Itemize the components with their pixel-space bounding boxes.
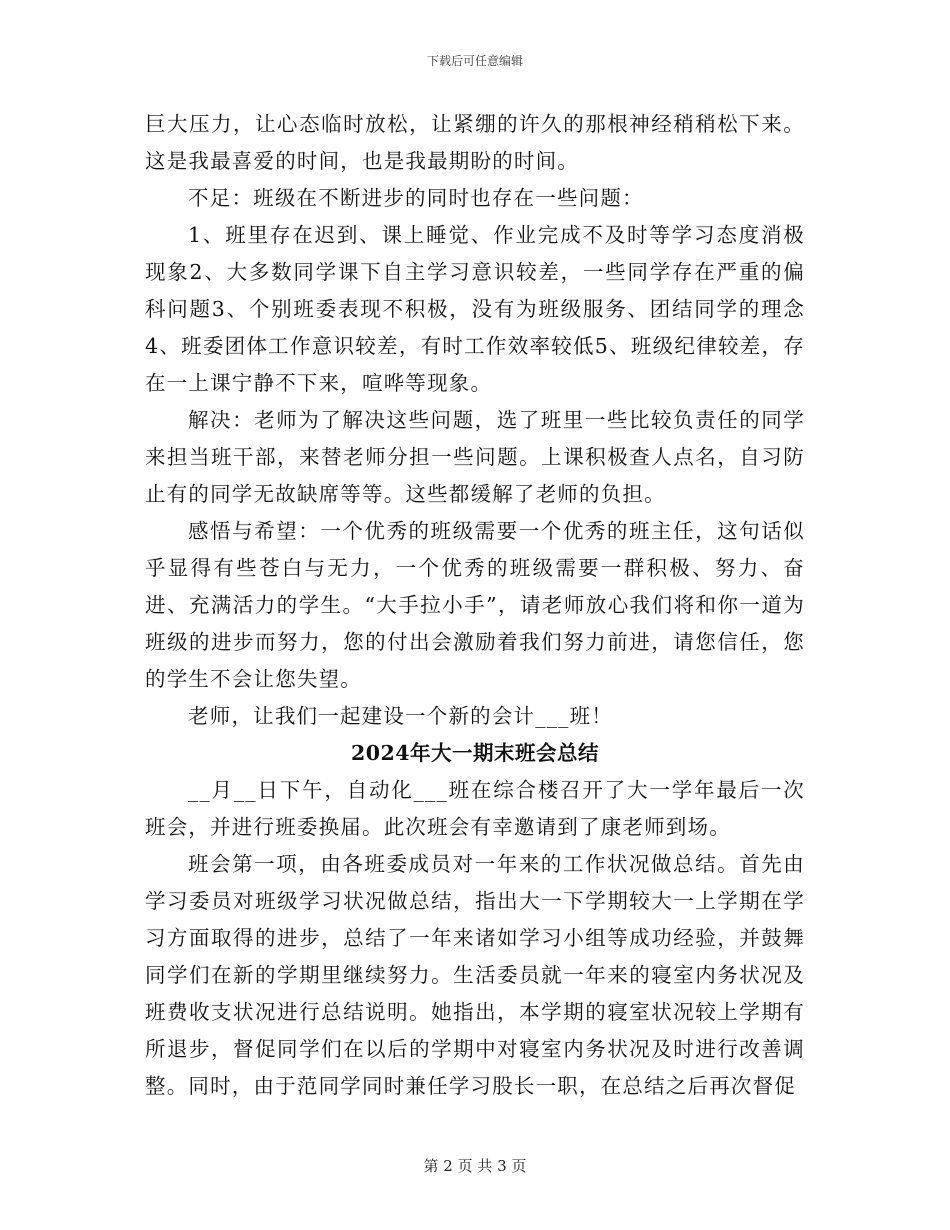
document-body xyxy=(145,106,805,1105)
paragraph-continuation: 巨大压力，让心态临时放松，让紧绷的许久的那根神经稍稍松下来。这是我最喜爱的时间，也是我最期盼的时间。 xyxy=(145,112,805,173)
paragraph-meeting-summary: 班会第一项，由各班委成员对一年来的工作状况做总结。首先由学习委员对班级学习状况做总结，指出大一下学期较大一上学期在学习方面取得的进步，总结了一年来诸如学习小组等成功经验，并鼓舞同学们在新的学期里继续努力。生活委员就一年来的寝室内务状况及班费收支状况进行总结说明。她指出，本学期的寝室状况较上学期有所退步，督促同学们在以后的学期中对寝室内务状况及时进行改善调整。同时，由于范同学同时兼任学习股长一职，在总结之后再次督促 xyxy=(145,852,805,1098)
paragraph-reflection: 感悟与希望：一个优秀的班级需要一个优秀的班主任，这句话似乎显得有些苍白与无力，一个优秀的班级需要一群积极、努力、奋进、充满活力的学生。“大手拉小手”，请老师放心我们将和你一道为班级的进步而努力，您的付出会激励着我们努力前进，请您信任，您的学生不会让您失望。 xyxy=(145,519,805,691)
paragraph-solution: 解决：老师为了解决这些问题，选了班里一些比较负责任的同学来担当班干部，来替老师分担一些问题。上课积极查人点名，自习防止有的同学无故缺席等等。这些都缓解了老师的负担。 xyxy=(145,408,805,506)
paragraph-shortcomings: 不足：班级在不断进步的同时也存在一些问题： xyxy=(188,186,644,210)
paragraph-problem-list: 1、班里存在迟到、课上睡觉、作业完成不及时等学习态度消极现象2、大多数同学课下自主学习意识较差，一些同学存在严重的偏科问题3、个别班委表现不积极，没有为班级服务、团结同学的理念4、班委团体工作意识较差，有时工作效率较低5、班级纪律较差，存在一上课宁静不下来，喧哗等现象。 xyxy=(145,223,805,395)
page-header: 下载后可任意编辑 xyxy=(426,54,523,68)
section-title: 2024年大一期末班会总结 xyxy=(350,741,600,765)
page-number: 第 2 页 共 3 页 xyxy=(423,1157,527,1175)
paragraph-meeting-intro: __月__日下午，自动化___班在综合楼召开了大一学年最后一次班会，并进行班委换届。此次班会有幸邀请到了康老师到场。 xyxy=(145,778,805,839)
paragraph-closing: 老师，让我们一起建设一个新的会计___班！ xyxy=(188,704,613,728)
